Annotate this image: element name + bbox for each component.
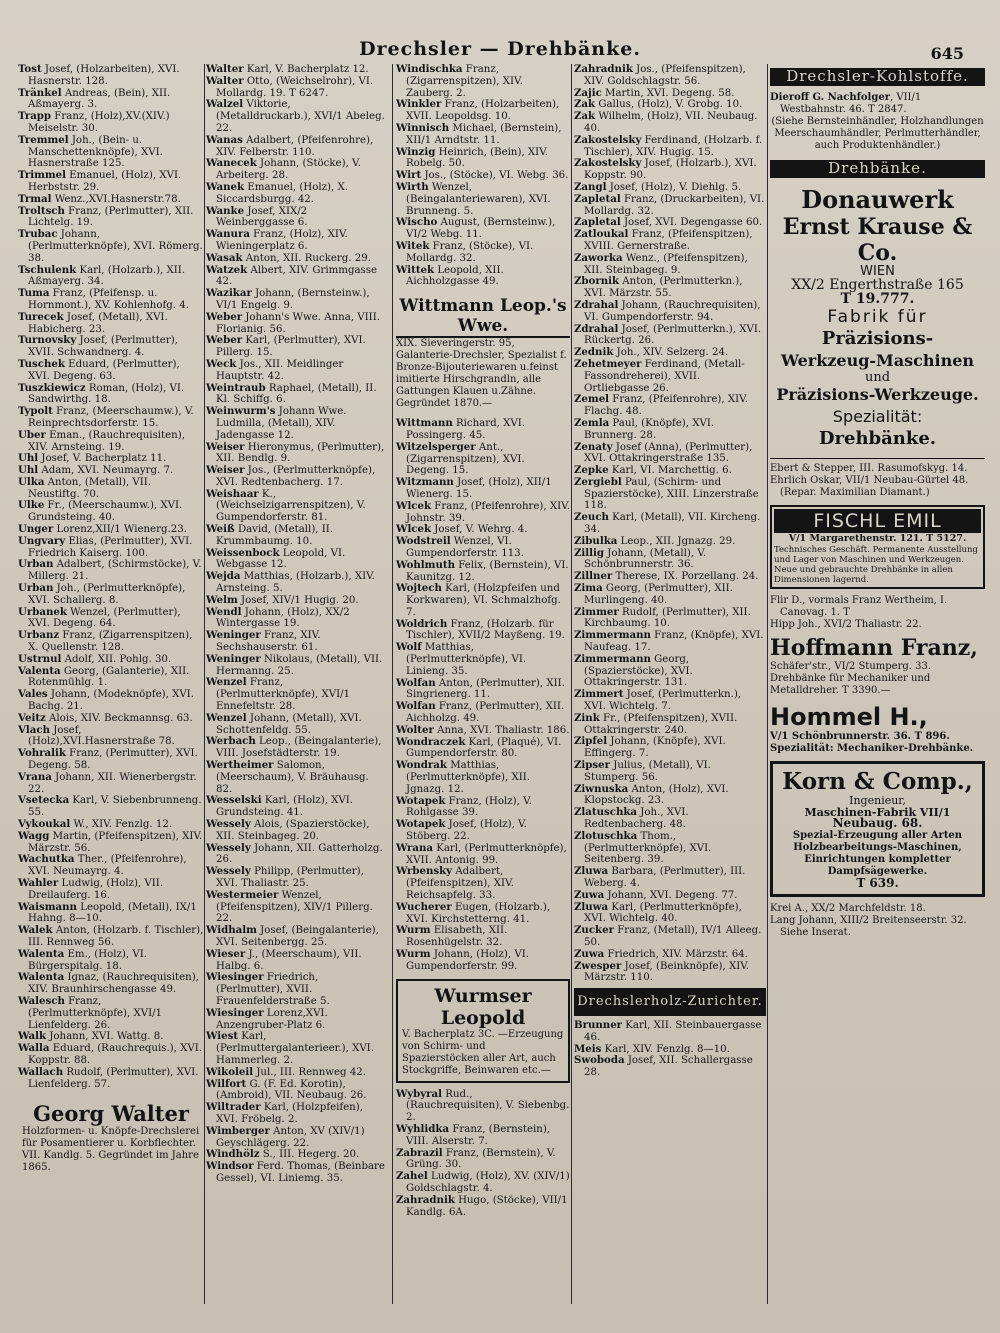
directory-entry: Zeuch Karl, (Metall), VII. Kircheng. 34.	[574, 511, 761, 536]
directory-entry: Wiesinger Lorenz,XVI. Anzengruber-Platz 6.	[206, 1006, 328, 1031]
directory-entry: Woldrich Franz, (Holzarb. für Tischler), XVII/2 Mayßeng. 19.	[396, 617, 565, 642]
directory-entry: Wittmann Richard, XVI. Possingerg. 45.	[396, 417, 525, 441]
directory-entry: Tuschek Eduard, (Perlmutter), XVI. Degeng. 63.	[18, 357, 180, 382]
entry-text: , VII/1 Westbahnstr. 46. T 2847.	[780, 91, 922, 115]
lang-entry: Lang Johann, XIII/2 Breitenseerstr. 32. Siehe Inserat.	[770, 914, 967, 938]
directory-entry: Zdrahal Josef, (Perlmutterkn.), XVI. Rückertg. 26.	[574, 322, 762, 347]
column-5	[770, 64, 985, 939]
directory-entry: Zak Wilhelm, (Holz), VII. Neubaug. 40.	[574, 110, 758, 134]
directory-entry: Turnovsky Josef, (Perlmutter), XVII. Schwandnerg. 4.	[18, 334, 178, 359]
directory-entry: Zluwa Barbara, (Perlmutter), III. Weberg. 4.	[574, 865, 746, 889]
ad-phone: T 19.777.	[840, 291, 915, 308]
directory-entry: Wesselski Karl, (Holz), XVI. Grundsteing. 41.	[206, 794, 354, 819]
directory-entry: Weiser Hieronymus, (Perlmutter), XII. Bendlg. 9.	[206, 440, 385, 465]
directory-entry: Ulka Anton, (Metall), VII. Neustiftg. 70.	[18, 475, 152, 500]
wurmser-ad	[396, 979, 570, 1083]
directory-entry: Tränkel Andreas, (Bein), XII. Aßmayerg. 3.	[18, 86, 171, 111]
directory-entry: Windischka Franz, (Zigarrenspitzen), XIV. Zauberg. 2.	[396, 63, 523, 99]
directory-entry: Wachutka Ther., (Pfeifenrohre), XVI. Neumayrg. 4.	[18, 853, 187, 878]
directory-entry: Uber Eman., (Rauchrequisiten), XIV. Arnsteing. 19.	[18, 428, 185, 453]
directory-entry: Vohralik Franz, (Perlmutter), XVI. Degeng. 58.	[18, 747, 198, 772]
ad-line: Spezial-Erzeugung aller Arten Holzbearbeitungs-Maschinen, Einrichtungen kompletter Dampfsägewerke.	[792, 830, 963, 878]
drechslerholz-band: Drechslerholz-Zurichter.	[574, 988, 766, 1016]
directory-entry: Walla Eduard, (Rauchrequis.), XVI. Koppstr. 88.	[18, 1042, 203, 1066]
column-divider	[204, 64, 205, 1304]
directory-entry: Wyhlidka Franz, (Bernstein), VIII. Alserstr. 7.	[396, 1122, 551, 1147]
directory-entry: Walter Otto, (Weichselrohr), VI. Mollardg. 19. T 6247.	[206, 74, 374, 99]
entry-list	[396, 418, 570, 972]
directory-entry: Wrbensky Adalbert, (Pfeifenspitzen), XIV. Reichsapfelg. 33.	[396, 865, 514, 902]
ad-name: Hommel H.,	[770, 702, 928, 731]
ad-name: Hoffmann Franz,	[770, 634, 978, 661]
directory-entry: Wessely Johann, XII. Gatterholzg. 26.	[206, 841, 383, 866]
ad-phone: T 639.	[856, 876, 899, 891]
drehbaenke-band: Drehbänke.	[770, 160, 985, 178]
directory-entry: Zimmermann Franz, (Knöpfe), XVI. Naufeag. 17.	[574, 629, 764, 654]
directory-entry: Uhl Adam, XVI. Neumayrg. 7.	[18, 464, 174, 477]
directory-entry: Weinwurm's Johann Wwe. Ludmilla, (Metall), XIV. Jadengasse 12.	[206, 405, 347, 441]
directory-entry: Zangl Josef, (Holz), V. Diehlg. 5.	[574, 180, 742, 193]
directory-entry: Wondrak Matthias, (Perlmutterknöpfe), XII. Jgnazg. 12.	[396, 759, 531, 795]
directory-entry: Weck Jos., XII. Meidlinger Hauptstr. 42.	[206, 357, 344, 382]
directory-entry: Weiß David, (Metall), II. Krummbaumg. 10.	[206, 523, 334, 547]
directory-entry: Vlach Josef, (Holz),XVI.Hasnerstraße 78.	[18, 723, 175, 748]
directory-entry: Winnisch Michael, (Bernstein), XII/1 Arndtstr. 11.	[396, 121, 562, 146]
directory-entry: Zipser Julius, (Metall), VI. Stumperg. 56.	[574, 759, 711, 783]
ad-line: und	[864, 370, 891, 386]
page-header	[0, 38, 1000, 66]
directory-entry: Wanke Josef, XIX/2 Weinberggasse 6.	[206, 204, 308, 229]
ad-city: WIEN	[860, 263, 895, 279]
directory-entry: Zepke Karl, VI. Marchettig. 6.	[574, 464, 732, 477]
column-1	[18, 64, 204, 1184]
directory-entry: Wieser J., (Meerschaum), VII. Halbg. 6.	[206, 947, 362, 972]
wittmann-ad	[396, 294, 570, 412]
directory-entry: Veitz Alois, XIV. Beckmannsg. 63.	[18, 711, 193, 724]
dieroff-entry	[770, 92, 985, 116]
georg-walter-ad	[18, 1098, 204, 1178]
directory-entry: Zapletal Josef, XVI. Degengasse 60.	[574, 216, 763, 229]
directory-entry: Wolfan Franz, (Perlmutter), XII. Aichholzg. 49.	[396, 700, 565, 725]
directory-entry: Windsor Ferd. Thomas, (Beinbare Gessel), VI. Liniemg. 35.	[206, 1160, 385, 1184]
directory-entry: Wolter Anna, XVI. Thaliastr. 186.	[396, 723, 570, 736]
directory-entry: Wikoleil Jul., III. Rennweg 42.	[206, 1065, 367, 1078]
directory-entry: Zimmert Josef, (Perlmutterkn.), XVI. Wichtelg. 7.	[574, 688, 742, 713]
directory-entry: Zakostelsky Josef, (Holzarb.), XVI. Koppstr. 90.	[574, 157, 757, 182]
directory-entry: Wondraczek Karl, (Plaqué), VI. Gumpendorferstr. 80.	[396, 735, 562, 760]
directory-entry: Wotapek Josef, (Holz), V. Stöberg. 22.	[396, 818, 527, 843]
entry-name: Dieroff G. Nachfolger	[770, 91, 890, 103]
directory-entry: Zluwa Karl, (Perlmutterknöpfe), XVI. Wichtelg. 40.	[574, 900, 742, 925]
directory-entry: Wirt Jos., (Stöcke), VI. Webg. 36.	[396, 169, 569, 182]
ad-name: FISCHL EMIL	[774, 509, 981, 533]
directory-entry: Wanas Adalbert, (Pfeifenrohre), XIV. Felberstr. 110.	[206, 133, 374, 158]
ad-line: Fabrik für	[827, 307, 928, 328]
directory-entry: Wolfan Anton, (Perlmutter), XII. Singrienerg. 11.	[396, 676, 565, 701]
directory-entry: Witzelsperger Ant., (Zigarrenspitzen), XVI. Degeng. 15.	[396, 440, 525, 477]
directory-entry: Walenta Ignaz, (Rauchrequisiten), XIV. Braunhirschengasse 49.	[18, 971, 199, 996]
ad-line: Ingenieur,	[849, 793, 906, 807]
directory-entry: Zibulka Leop., XII. Jgnazg. 29.	[574, 534, 736, 547]
directory-entry: Zergiebl Paul, (Schirm- und Spazierstöcke), XIII. Linzerstraße 118.	[574, 475, 759, 512]
directory-entry: Urbanz Franz, (Zigarrenspitzen), X. Quellenstr. 128.	[18, 629, 193, 654]
directory-entry: Zednik Joh., XIV. Selzerg. 24.	[574, 346, 729, 359]
directory-entry: Zenaty Josef (Anna), (Perlmutter), XVI. Ottakringerstraße 135.	[574, 440, 753, 465]
directory-entry: Wodstreil Wenzel, VI. Gumpendorferstr. 113.	[396, 535, 524, 559]
directory-entry: Wlcek Josef, V. Wehrg. 4.	[396, 523, 528, 536]
directory-entry: Tuszkiewicz Roman, (Holz), VI. Sandwirthg. 18.	[18, 381, 185, 406]
column-divider	[571, 64, 572, 1304]
directory-entry: Zink Fr., (Pfeifenspitzen), XVII. Ottakringerstr. 240.	[574, 711, 738, 736]
ad-line: Drehbänke.	[818, 427, 937, 449]
directory-entry: Tschulenk Karl, (Holzarb.), XII. Aßmayerg. 34.	[18, 263, 186, 288]
entry-list	[396, 1089, 570, 1219]
directory-entry: Witzmann Josef, (Holz), XII/1 Wienerg. 15.	[396, 476, 552, 500]
directory-entry: Zlatuschka Joh., XVI. Redtenbacherg. 48.	[574, 806, 689, 830]
fischl-ad	[770, 505, 985, 589]
dieroff-note: (Siehe Bernsteinhändler, Holzhandlungen Meerschaumhändler, Perlmutterhändler, auch Produktenhändler.)	[771, 115, 984, 151]
directory-entry: Wimberger Anton, XV (XIV/1) Geyschlägerg. 22.	[206, 1124, 365, 1149]
directory-entry: Wagg Martin, (Pfeifenspitzen), XIV. Märzstr. 56.	[18, 829, 203, 854]
directory-entry: Wanecek Johann, (Stöcke), V. Arbeiterg. 28.	[206, 157, 361, 182]
directory-entry: Zajic Martin, XVI. Degeng. 58.	[574, 86, 735, 99]
directory-entry: Walzel Viktorie, (Metalldruckarb.), XVI/1 Abeleg. 22.	[206, 98, 385, 134]
directory-entry: Winkler Franz, (Holzarbeiten), XVII. Leopoldsg. 10.	[396, 98, 560, 123]
directory-entry: Welm Josef, XIV/1 Hugig. 20.	[206, 593, 359, 606]
directory-entry: Wertheimer Salomon, (Meerschaum), V. Bräuhausg. 82.	[206, 759, 369, 795]
directory-entry: Zahradnik Jos., (Pfeifenspitzen), XIV. Goldschlagstr. 56.	[574, 63, 746, 87]
ad-text: V. Bacherplatz 3C. —Erzeugung von Schirm- und Spazierstöcken aller Art, auch Stockgriffe, Beinwaren etc.—	[402, 1028, 564, 1076]
hommel-ad	[770, 703, 985, 755]
directory-entry: Vales Johann, (Modeknöpfe), XVI. Bachg. 21.	[18, 688, 194, 713]
entry-list	[574, 64, 766, 984]
column-3	[396, 64, 570, 1218]
directory-entry: Wanek Emanuel, (Holz), X. Siccardsburgg. 42.	[206, 180, 348, 205]
ad-name: Korn & Comp.,	[782, 767, 973, 795]
directory-entry: Weber Johann's Wwe. Anna, VIII. Florianig. 56.	[206, 310, 380, 335]
directory-entry: Witek Franz, (Stöcke), VI. Mollardg. 32.	[396, 239, 534, 264]
directory-entry: Trmal Wenz.,XVI.Hasnerstr.78.	[18, 192, 181, 205]
directory-entry: Weninger Nikolaus, (Metall), VII. Hermanng. 25.	[206, 652, 383, 677]
directory-entry: Zahradnik Hugo, (Stöcke), VII/1 Kandlg. 6A.	[396, 1193, 568, 1218]
directory-entry: Wotapek Franz, (Holz), V. Rohlgasse 39.	[396, 794, 532, 819]
directory-entry: Waismann Leopold, (Metall), IX/1 Hahng. 8—10.	[18, 900, 197, 925]
ad-text: Technisches Geschäft. Permanente Ausstellung und Lager von Maschinen und Werkzeugen. Neue und gebrauchte Drehbänke in allen Dimensionen lagernd.	[774, 544, 978, 585]
directory-entry: Wybyral Rud., (Rauchrequisiten), V. Siebenbg. 2.	[396, 1087, 570, 1124]
directory-entry: Weiser Jos., (Perlmutterknöpfe), XVI. Redtenbacherg. 17.	[206, 464, 376, 488]
ad-name: Georg Walter	[33, 1101, 189, 1127]
directory-entry: Vrana Johann, XII. Wienerbergstr. 22.	[18, 770, 197, 795]
directory-entry: Zapletal Franz, (Druckarbeiten), VI. Mollardg. 32.	[574, 192, 765, 217]
directory-entry: Wolf Matthias, (Perlmutterknöpfe), VI. Linieng. 35.	[396, 641, 527, 677]
ad-line: Präzisions-Werkzeuge.	[776, 384, 979, 404]
ad-text: XIX. Sieveringerstr. 95, Galanterie-Drechsler, Spezialist f. Bronze-Bijouteriewaren u.feinst imitierte Hirschgrandln, alle Gattungen Klauen u.Zähne. Gegründet 1870.—	[396, 338, 567, 410]
directory-entry: Zehetmeyer Ferdinand, (Metall-Fassondreherei), XVII. Ortliebgasse 26.	[574, 357, 745, 394]
page-number: 645	[930, 44, 964, 63]
directory-entry: Zaworka Wenz., (Pfeifenspitzen), XII. Steinbageg. 9.	[574, 251, 748, 276]
directory-entry: Vsetecka Karl, V. Siebenbrunneng. 55.	[18, 794, 202, 819]
directory-entry: Wilfort G. (F. Ed. Korotin), (Ambroid), VII. Neubaug. 26.	[206, 1077, 367, 1102]
directory-entry: Watzek Albert, XIV. Grimmgasse 42.	[206, 263, 378, 288]
krei-entry: Krei A., XX/2 Marchfeldstr. 18.	[770, 902, 926, 914]
directory-entry: Zimmer Rudolf, (Perlmutter), XII. Kirchbaumg. 10.	[574, 605, 751, 630]
ad-line: Maschinen-Fabrik VII/1	[804, 805, 951, 819]
directory-entry: Walesch Franz, (Perlmutterknöpfe), XVI/1 Lienfelderg. 26.	[18, 994, 163, 1031]
directory-entry: Ungvary Elias, (Perlmutter), XVI. Friedrich Kaiserg. 100.	[18, 534, 193, 559]
entry-list	[18, 64, 204, 1090]
ad-line: Spezialität:	[832, 406, 923, 426]
directory-entry: Zipfel Johann, (Knöpfe), XVI. Effingerg. 7.	[574, 735, 726, 760]
directory-entry: Widhalm Josef, (Beingalanterie), XVI. Seitenbergg. 25.	[206, 924, 379, 948]
directory-entry: Wanura Franz, (Holz), XIV. Wieningerplatz 6.	[206, 228, 348, 252]
directory-entry: Windhölz S., III. Hegerg. 20.	[206, 1148, 360, 1161]
directory-entry: Wojtech Karl, (Holzpfeifen und Korkwaren), VI. Schmalzhofg. 7.	[396, 582, 561, 618]
directory-entry: Wejda Matthias, (Holzarb.), XIV. Arnsteing. 5.	[206, 570, 375, 595]
directory-entry: Vykoukal W., XIV. Fenzlg. 12.	[18, 818, 173, 830]
donauwerk-ad	[770, 186, 985, 450]
directory-entry: Troltsch Franz, (Perlmutter), XII. Lichtelg. 19.	[18, 204, 194, 229]
entry-list	[396, 64, 570, 288]
directory-entry: Weintraub Raphael, (Metall), II. Kl. Schiffg. 6.	[206, 381, 377, 406]
flir-entry: Flir D., vormals Franz Wertheim, I. Canovag. 1. T	[770, 594, 948, 618]
directory-entry: Wischo August, (Bernsteinw.), VI/2 Webg. 11.	[396, 216, 556, 241]
directory-entry: Ustrnul Adolf, XII. Pohlg. 30.	[18, 652, 172, 665]
ad-line: Neubaug. 68.	[832, 816, 923, 831]
directory-entry: Wirth Wenzel, (Beingalanteriewaren), XVI. Brunneng. 5.	[396, 180, 551, 217]
directory-entry: Trimmel Emanuel, (Holz), XVI. Herbststr. 29.	[18, 169, 182, 193]
directory-entry: Wenzel Johann, (Metall), XVI. Schottenfeldg. 55.	[206, 711, 362, 736]
column-2	[206, 64, 386, 1185]
directory-entry: Wazikar Johann, (Bernsteinw.), VI/1 Engelg. 9.	[206, 287, 370, 311]
directory-entry: Trubac Johann, (Perlmutterknöpfe), XVI. Römerg. 38.	[18, 228, 203, 264]
directory-entry: Weishaar K., (Weichselzigarrenspitzen), V. Gumpendorferstr. 81.	[206, 487, 366, 524]
column-divider	[392, 64, 393, 1304]
directory-entry: Walk Johann, XVI. Wattg. 8.	[18, 1030, 164, 1043]
directory-entry: Zemel Franz, (Pfeifenrohre), XIV. Flachg. 48.	[574, 393, 748, 418]
directory-entry: Swoboda Josef, XII. Schallergasse 28.	[574, 1054, 753, 1079]
directory-entry: Zak Gallus, (Holz), V. Grobg. 10.	[574, 98, 743, 111]
directory-entry: Walek Anton, (Holzarb. f. Tischler), III. Rennweg 56.	[18, 924, 204, 948]
directory-entry: Zucker Franz, (Metall), IV/1 Alleeg. 50.	[574, 924, 762, 948]
directory-entry: Zatloukal Franz, (Pfeifenspitzen), XVIII. Gernerstraße.	[574, 228, 753, 252]
directory-entry: Zima Georg, (Perlmutter), XII. Murlingeng. 40.	[574, 582, 733, 606]
directory-entry: Tuma Franz, (Pfeifensp. u. Hornmont.), XV. Kohlenhofg. 4.	[18, 287, 189, 311]
directory-entry: Zwesper Josef, (Beinknöpfe), XIV. Märzstr. 110.	[574, 959, 750, 984]
directory-entry: Wessely Philipp, (Perlmutter), XVI. Thaliastr. 25.	[206, 865, 364, 889]
ad-name: Donauwerk	[801, 184, 954, 214]
directory-entry: Zemla Paul, (Knöpfe), XVI. Brunnerg. 28.	[574, 416, 715, 441]
directory-entry: Wiesinger Friedrich, (Perlmutter), XVII. Frauenfelderstraße 5.	[206, 971, 330, 1007]
ad-line: Werkzeug-Maschinen	[780, 351, 975, 371]
ad-address: XX/2 Engerthstraße 165	[791, 277, 964, 294]
korn-ad	[770, 761, 985, 897]
ad-text: V/1 Schönbrunnerstr. 36. T 896. Spezialität: Mechaniker-Drehbänke.	[770, 730, 974, 754]
directory-entry: Zimmermann Georg, (Spazierstöcke), XVI. Ottakringerstr. 131.	[574, 652, 693, 689]
directory-entry: Uhl Josef, V. Bacherplatz 11.	[18, 452, 167, 465]
hipp-entry: Hipp Joh., XVI/2 Thaliastr. 22.	[770, 618, 922, 630]
directory-entry: Tremmel Joh., (Bein- u. Manschettenknöpfe), XVI. Hasnerstraße 125.	[18, 133, 163, 170]
directory-entry: Winzig Heinrich, (Bein), XIV. Robelg. 50.	[396, 145, 549, 170]
directory-entry: Wiest Karl, (Perlmuttergalanterieer.), XVI. Hammerleg. 2.	[206, 1030, 374, 1066]
directory-entry: Wrana Karl, (Perlmutterknöpfe), XVII. Antonig. 99.	[396, 841, 567, 866]
directory-entry: Zillner Therese, IX. Porzellang. 24.	[574, 570, 759, 583]
ad-line: Präzisions-	[821, 328, 934, 350]
directory-entry: Wessely Alois, (Spazierstöcke), XII. Steinbageg. 20.	[206, 818, 370, 842]
directory-entry: Wurm Johann, (Holz), VI. Gumpendorferstr. 99.	[396, 948, 529, 972]
column-divider	[767, 64, 768, 1304]
directory-entry: Wlcek Franz, (Pfeifenrohre), XIV. Johnstr. 39.	[396, 499, 570, 524]
ad-company: Ernst Krause & Co.	[782, 213, 973, 266]
directory-entry: Werbach Leop., (Beingalanterie), VIII. Josefstädterstr. 19.	[206, 735, 382, 760]
directory-entry: Walenta Em., (Holz), VI. Bürgerspitalg. 18.	[18, 947, 147, 972]
hoffmann-ad	[770, 635, 985, 697]
directory-entry: Urbanek Wenzel, (Perlmutter), XVI. Degeng. 64.	[18, 605, 181, 630]
directory-entry: Zbornik Anton, (Perlmutterkn.), XVI. Märzstr. 55.	[574, 275, 743, 300]
directory-entry: Urban Adalbert, (Schirmstöcke), V. Millerg. 21.	[18, 558, 202, 583]
directory-entry: Zahel Ludwig, (Holz), XV. (XIV/1) Goldschlagstr. 4.	[396, 1170, 570, 1194]
directory-entry: Wiltrader Karl, (Holzpfeifen), XVI. Fröbelg. 2.	[206, 1101, 363, 1125]
directory-entry: Wucherer Eugen, (Holzarb.), XVI. Kirchstetterng. 41.	[396, 900, 551, 925]
directory-entry: Wenzel Franz, (Perlmutterknöpfe), XVI/1 Ennefeltstr. 28.	[206, 676, 351, 713]
directory-entry: Zakostelsky Ferdinand, (Holzarb. f. Tischler), XIV. Hugig. 15.	[574, 133, 763, 158]
directory-entry: Unger Lorenz,XII/1 Wienerg.23.	[18, 523, 187, 536]
column-4	[574, 64, 766, 1079]
directory-entry: Wasak Anton, XII. Ruckerg. 29.	[206, 251, 371, 264]
directory-entry: Zuwa Johann, XVI. Degeng. 77.	[574, 888, 738, 901]
directory-entry: Westermeier Wenzel, (Pfeifenspitzen), XIV/1 Pillerg. 22.	[206, 888, 373, 925]
ebert-entry: Ebert & Stepper, III. Rasumofskyg. 14.	[770, 458, 985, 475]
entry-list	[574, 1020, 766, 1079]
directory-entry: Zabrazil Franz, (Bernstein), V. Grüng. 30.	[396, 1146, 556, 1171]
ad-name: Wurmser Leopold	[434, 984, 532, 1029]
directory-entry: Meis Karl, XIV. Fenzlg. 8—10.	[574, 1042, 730, 1055]
directory-entry: Wurm Elisabeth, XII. Rosenhügelstr. 32.	[396, 924, 508, 949]
directory-entry: Ulke Fr., (Meerschaumw.), XVI. Grundsteing. 40.	[18, 499, 183, 524]
ad-text: Holzformen- u. Knöpfe-Drechslerei für Posamentierer u. Korbflechter. VII. Kandlg. 5. Gegründet im Jahre 1865.	[22, 1126, 200, 1174]
page-title: Drechsler — Drehbänke.	[359, 38, 641, 60]
ad-text: Schäfer'str., VI/2 Stumperg. 33. Drehbänke für Mechaniker und Metalldreher. T 3390.—	[770, 660, 932, 696]
ad-address: V/1 Margarethenstr. 121. T 5127.	[788, 532, 967, 544]
directory-entry: Weber Karl, (Perlmutter), XVI. Pillerg. 15.	[206, 334, 366, 359]
directory-entry: Zuwa Friedrich, XIV. Märzstr. 64.	[574, 947, 748, 960]
directory-entry: Wahler Ludwig, (Holz), VII. Dreilauferg. 16.	[18, 876, 164, 901]
ad-name: Wittmann Leop.'s Wwe.	[396, 296, 570, 338]
directory-entry: Ziwnuska Anton, (Holz), XVI. Klopstockg. 23.	[574, 782, 729, 807]
directory-entry: Tost Josef, (Holzarbeiten), XVI. Hasnerstr. 128.	[18, 63, 180, 87]
directory-entry: Zlotuschka Thom., (Perlmutterknöpfe), XVI. Seitenberg. 39.	[574, 829, 712, 866]
directory-entry: Walter Karl, V. Bacherplatz 12.	[206, 63, 369, 75]
directory-entry: Valenta Georg, (Galanterie), XII. Rotenmühlg. 1.	[18, 664, 190, 689]
directory-entry: Zillig Johann, (Metall), V. Schönbrunnerstr. 36.	[574, 546, 707, 571]
directory-entry: Wittek Leopold, XII. Aichholzgasse 49.	[396, 263, 504, 288]
directory-entry: Weissenbock Leopold, VI. Webgasse 12.	[206, 546, 346, 571]
directory-entry: Trapp Franz, (Holz),XV.(XIV.) Meiselstr. 30.	[18, 110, 170, 134]
directory-entry: Wohlmuth Felix, (Bernstein), VI. Kaunitzg. 12.	[396, 558, 569, 583]
kohlstoffe-band: Drechsler-Kohlstoffe.	[770, 68, 985, 86]
directory-entry: Brunner Karl, XII. Steinbauergasse 46.	[574, 1018, 762, 1043]
directory-entry: Wallach Rudolf, (Perlmutter), XVI. Lienfelderg. 57.	[18, 1065, 199, 1090]
directory-entry: Urban Joh., (Perlmutterknöpfe), XVI. Schallerg. 8.	[18, 582, 186, 606]
directory-entry: Turecek Josef, (Metall), XVI. Habicherg. 23.	[18, 310, 168, 335]
ehrlich-entry: Ehrlich Oskar, VII/1 Neubau-Gürtel 48. (Repar. Maximilian Diamant.)	[770, 474, 969, 498]
directory-entry: Weninger Franz, XIV. Sechshauserstr. 61.	[206, 629, 321, 654]
directory-entry: Wendl Johann, (Holz), XX/2 Wintergasse 19.	[206, 605, 350, 630]
directory-entry: Typolt Franz, (Meerschaumw.), V. Reinprechtsdorferstr. 15.	[18, 405, 194, 429]
directory-entry: Zdrahal Johann, (Rauchrequisiten), VI. Gumpendorferstr. 94.	[574, 298, 761, 323]
entry-list	[206, 64, 386, 1185]
